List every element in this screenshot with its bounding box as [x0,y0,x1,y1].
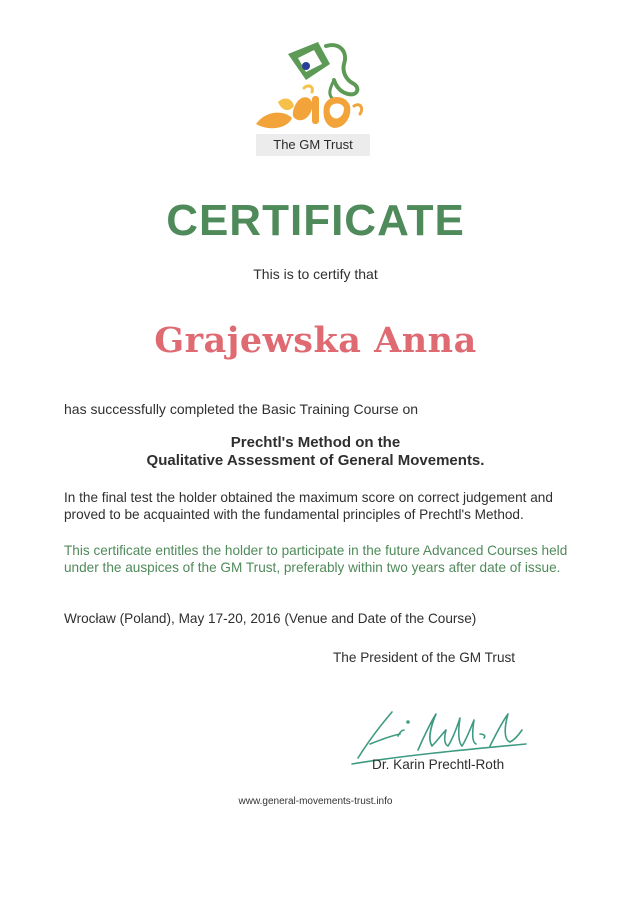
completed-line: has successfully completed the Basic Training Course on [64,401,419,417]
final-test-paragraph: In the final test the holder obtained the maximum score on correct judgement and proved to be acquainted with the fundamental principles of Prechtl's Method. [64,490,553,522]
venue-line: Wrocław (Poland), May 17-20, 2016 (Venue and Date of the Course) [64,611,477,626]
president-line: The President of the GM Trust [333,650,516,665]
course-title-line1: Prechtl's Method on the [230,434,401,451]
gm-trust-logo [248,36,378,158]
website-url: www.general-movements-trust.info [238,796,393,807]
certify-line: This is to certify that [253,266,378,282]
gm-trust-logo-icon [248,36,378,136]
course-title [0,434,631,470]
signer-name: Dr. Karin Prechtl-Roth [372,757,505,772]
entitles-paragraph: This certificate entitles the holder to participate in the future Advanced Courses held under the auspices of the GM Trust, preferably within two years after date of issue. [64,543,568,575]
logo-label: The GM Trust [256,134,370,156]
holder-name: Grajewska Anna [154,320,477,361]
certificate-title: CERTIFICATE [166,196,465,245]
course-title-line2: Qualitative Assessment of General Movements. [146,452,485,469]
